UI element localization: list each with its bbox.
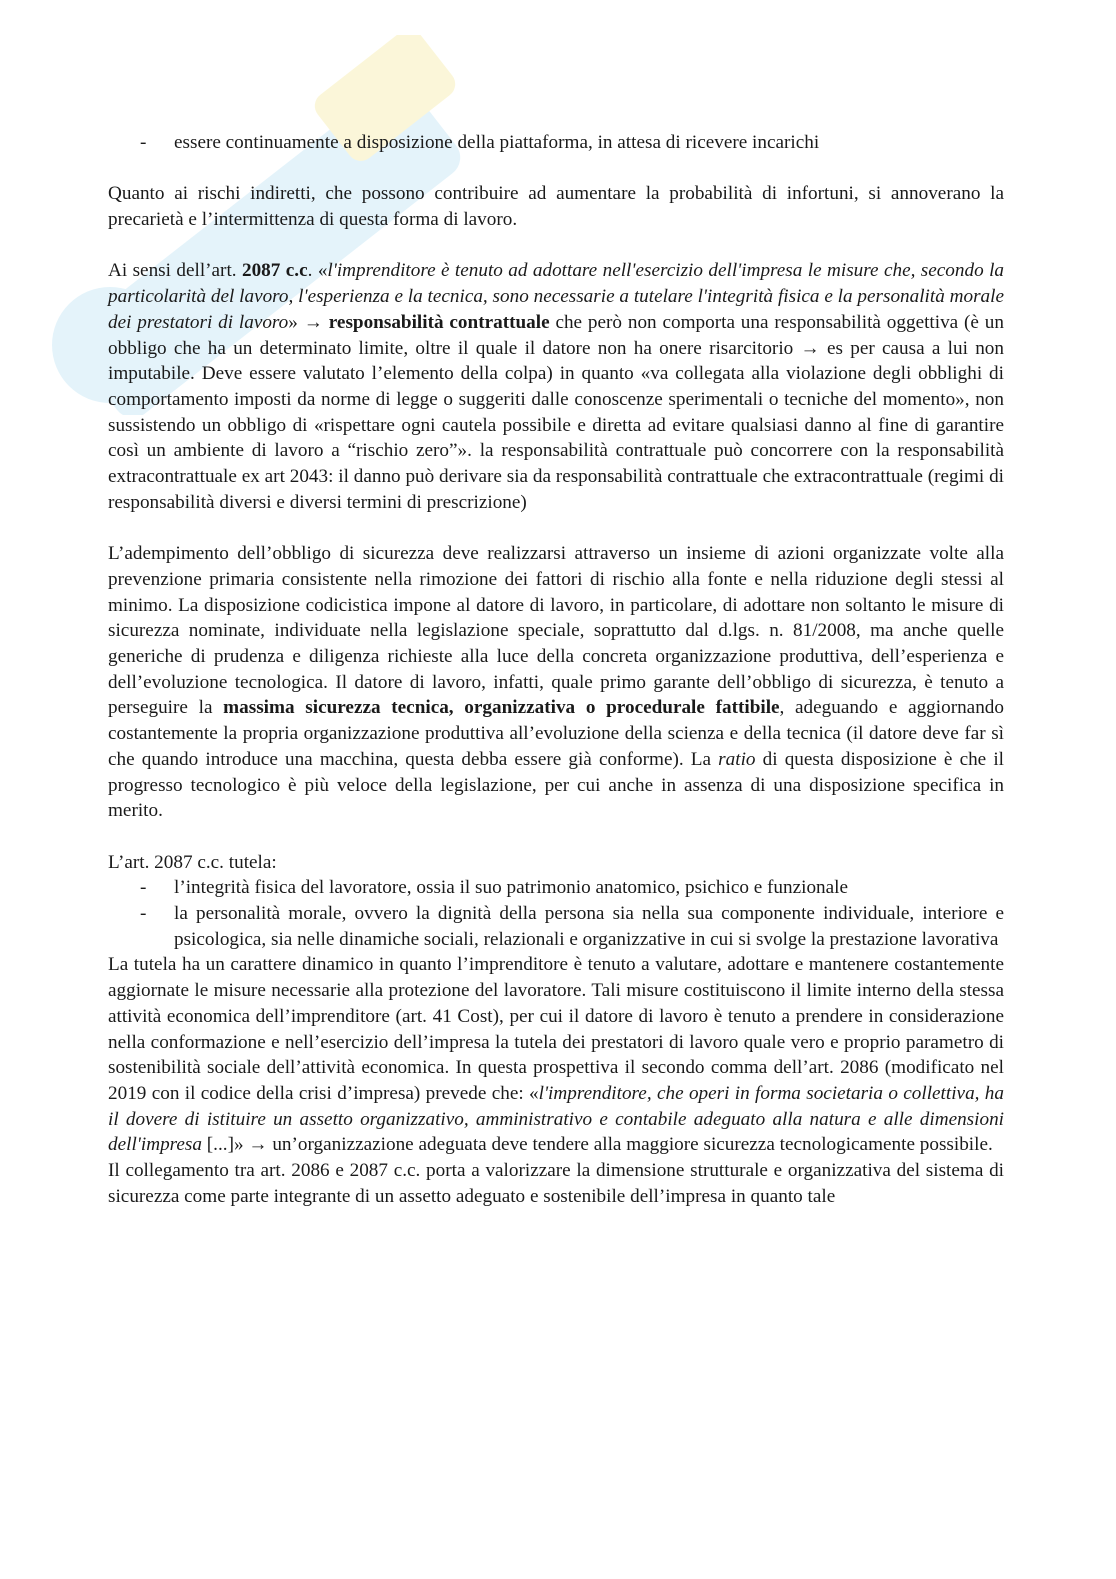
text-span: L’adempimento dell’obbligo di sicurezza deve realizzarsi attraverso un insieme di azioni organizzate volte alla prevenzione primaria consistente nella rimozione dei fattori di rischio alla fonte e nella riduzione degli stessi al minimo. La disposizione codicistica impone al datore di lavoro, in particolare, di adottare non soltanto le misure di sicurezza nominate, individuate nella legislazione speciale, soprattutto dal d.lgs. n. 81/2008, ma anche quelle generiche di prudenza e diligenza richieste alla luce della concreta organizzazione produttiva, dell’esperienza e dell’evoluzione tecnologica. Il datore di lavoro, infatti, quale primo garante dell’obbligo di sicurezza, è tenuto a perseguire la [108, 543, 1004, 719]
paragraph-art-2087 [108, 258, 1004, 515]
text-span: Ai sensi dell’art. [108, 260, 242, 282]
intro-bullet-list [108, 130, 1004, 156]
text-span: La tutela ha un carattere dinamico in quanto l’imprenditore è tenuto a valutare, adottare e mantenere costantemente aggiornate le misure necessarie alla protezione del lavoratore. Tali misure costituiscono il limite interno della stessa attività economica dell’imprenditore (art. 41 Cost), per cui il datore di lavoro è tenuto a prendere in considerazione nella conformazione e nell’esercizio dell’impresa la tutela dei prestatori di lavoro quale vero e proprio parametro di sostenibilità sociale dell’attività economica. In questa prospettiva il secondo comma dell’art. 2086 (modificato nel 2019 con il codice della crisi d’impresa) prevede che: « [108, 954, 1004, 1104]
document-page [108, 130, 1004, 1209]
article-reference: 2087 c.c [241, 260, 308, 282]
bold-term: responsabilità contrattuale [328, 311, 550, 333]
text-span: . « [307, 260, 328, 282]
text-span: , adeguando e aggiornando costantemente la propria organizzazione produttiva all’evoluzione della scienza e della tecnica (il datore deve far sì che quando introduce una macchina, questa debba essere già conforme). La [108, 697, 1004, 770]
text-span: di questa disposizione è che il progresso tecnologico è più veloce della legislazione, per cui anche in assenza di una disposizione specifica in merito. [108, 748, 1004, 822]
tutela-bullet-list [108, 875, 1004, 952]
text-span: che però non comporta una responsabilità oggettiva (è un obbligo che ha un determinato limite, oltre il quale il datore non ha onere risarcitorio → es per causa a lui non imputabile. Deve essere valutato l’elemento della colpa) in quanto «va collegata alla violazione degli obblighi di comportamento imposti da norme di legge o suggeriti dalle conoscenze sperimentali o tecniche del momento», non sussistendo un obbligo di «rispettare ogni cautela possibile e diretta ad evitare qualsiasi danno al fine di garantire così un ambiente di lavoro a “rischio zero”». la responsabilità contrattuale può concorrere con la responsabilità extracontrattuale ex art 2043: il danno può derivare sia da responsabilità contrattuale che extracontrattuale (regimi di responsabilità diversi e diversi termini di prescrizione) [108, 311, 1004, 513]
text-span: [...]» → un’organizzazione adeguata deve tendere alla maggiore sicurezza tecnologicamente possibile. [202, 1134, 993, 1156]
list-item: - essere continuamente a disposizione della piattaforma, in attesa di ricevere incarichi [108, 130, 1004, 156]
paragraph-rischi-indiretti: Quanto ai rischi indiretti, che possono contribuire ad aumentare la probabilità di infortuni, si annoverano la precarietà e l’intermittenza di questa forma di lavoro. [108, 183, 1004, 231]
bold-term: massima sicurezza tecnica, organizzativa o procedurale fattibile [223, 697, 780, 719]
italic-term: ratio [718, 748, 756, 770]
paragraph-collegamento: Il collegamento tra art. 2086 e 2087 c.c. porta a valorizzare la dimensione strutturale e organizzativa del sistema di sicurezza come parte integrante di un assetto adeguato e sostenibile dell’impresa in quanto tale [108, 1160, 1004, 1207]
text-span: » → [288, 311, 329, 333]
quoted-article-text: l'imprenditore è tenuto ad adottare nell'esercizio dell'impresa le misure che, secondo la particolarità del lavoro, l'esperienza e la tecnica, sono necessarie a tutelare l'integrità fisica e la personalità morale dei prestatori di lavoro [108, 260, 1004, 333]
tutela-heading: L’art. 2087 c.c. tutela: [108, 851, 277, 873]
list-item: - l’integrità fisica del lavoratore, ossia il suo patrimonio anatomico, psichico e funzionale [108, 875, 1004, 901]
paragraph-adempimento [108, 541, 1004, 824]
quoted-article-text: l'imprenditore, che operi in forma societaria o collettiva, ha il dovere di istituire un assetto organizzativo, amministrativo e contabile adeguato alla natura e alle dimensioni dell'impresa [108, 1082, 1004, 1156]
paragraph-tutela-dinamica [108, 952, 1004, 1158]
list-item: - la personalità morale, ovvero la dignità della persona sia nella sua componente individuale, interiore e psicologica, sia nelle dinamiche sociali, relazionali e organizzative in cui si svolge la prestazione lavorativa [108, 901, 1004, 952]
